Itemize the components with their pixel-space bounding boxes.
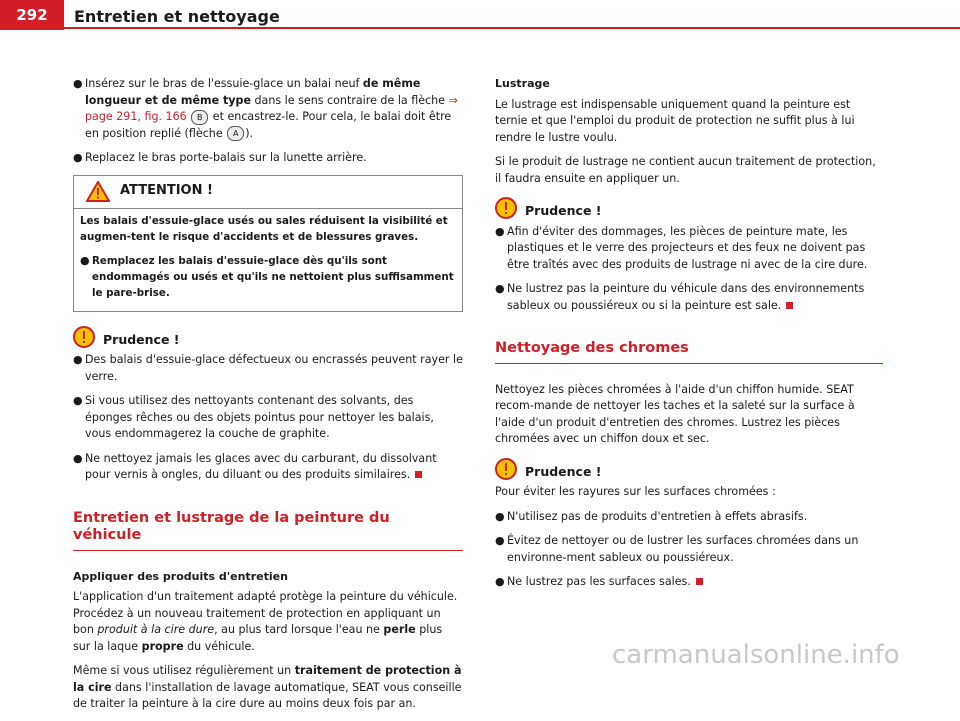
bullet-dot: ● xyxy=(80,253,90,267)
bullet-dot: ● xyxy=(73,353,83,366)
page-number: 292 xyxy=(0,0,64,30)
list-item: ● Afin d'éviter des dommages, les pièces de peinture mate, les plastiques et le verre des projecteurs et des feux ne doivent pas être traîtés avec des produits de lustrage ni avec de la cire dure. xyxy=(495,224,883,274)
list-item: ● N'utilisez pas de produits d'entretien à effets abrasifs. xyxy=(495,509,883,526)
paragraph: Nettoyez les pièces chromées à l'aide d'un chiffon humide. SEAT recom-mande de nettoyer les taches et la saleté sur la surface à l'aide d'un produit d'entretien des chromes. Lustrez les pièces chromées avec un chiffon doux et sec. xyxy=(495,382,855,445)
left-column xyxy=(73,76,463,721)
list-item: ● Replacez le bras porte-balais sur la lunette arrière. xyxy=(73,150,463,167)
list-item: ● Des balais d'essuie-glace défectueux ou encrassés peuvent rayer le verre. xyxy=(73,352,463,385)
caution-header xyxy=(495,197,883,220)
paragraph: Même si vous utilisez régulièrement un traitement de protection à la cire dans l'installation de lavage automatique, SEAT vous conseille de traiter la peinture à la cire dure au moins deux fois par an. xyxy=(73,664,462,710)
warning-title: ATTENTION ! xyxy=(120,183,213,199)
subheading: Appliquer des produits d'entretien xyxy=(73,569,288,583)
list-item: ● Remplacez les balais d'essuie-glace dès qu'ils sont endommagés ou usés et qu'ils ne nettoient plus suffisamment le pare-brise. xyxy=(80,253,454,299)
bullet-dot: ● xyxy=(73,451,83,465)
caution-exclamation-icon xyxy=(495,197,517,219)
section-end-marker xyxy=(786,302,793,309)
subheading: Lustrage xyxy=(495,77,550,90)
section-end-marker xyxy=(696,578,703,585)
caution-exclamation-icon xyxy=(73,326,95,348)
chapter-title: Entretien et nettoyage xyxy=(74,7,280,26)
list-item: ● Ne lustrez pas la peinture du véhicule dans des environnements sableux ou poussiéreux ou si la peinture est sale. xyxy=(495,281,883,314)
caution-exclamation-icon xyxy=(495,458,517,480)
bullet-dot: ● xyxy=(73,77,83,90)
bullet-dot: ● xyxy=(495,534,505,547)
paragraph: Le lustrage est indispensable uniquement quand la peinture est ternie et que l'emploi du produit de protection ne suffit plus à lui rendre le lustre voulu. xyxy=(495,97,855,144)
figure-tag-a: A xyxy=(227,126,244,141)
caution-header xyxy=(73,326,463,349)
bullet-dot: ● xyxy=(73,151,83,164)
list-item: ● Insérez sur le bras de l'essuie-glace un balai neuf de même longueur et de même type dans le sens contraire de la flèche ⇒ page 291, fig. 166 B et encastrez-le. Pour cela, le balai doit être en position replié (flèche A ). xyxy=(73,76,463,142)
bullet-dot: ● xyxy=(73,394,83,407)
caution-intro: Pour éviter les rayures sur les surfaces chromées : xyxy=(495,485,776,498)
bullet-dot: ● xyxy=(495,282,505,295)
caution-title: Prudence ! xyxy=(525,463,602,479)
section-heading xyxy=(495,340,883,364)
warning-text: Les balais d'essuie-glace usés ou sales réduisent la visibilité et augmen-tent le risque d'accidents et de blessures graves. xyxy=(80,214,448,243)
right-column xyxy=(495,76,883,599)
section-title: Nettoyage des chromes xyxy=(495,340,689,356)
warning-triangle-icon xyxy=(86,181,110,202)
section-title: Entretien et lustrage de la peinture du véhicule xyxy=(73,509,390,543)
caution-title: Prudence ! xyxy=(103,331,180,347)
paragraph: L'application d'un traitement adapté protège la peinture du véhicule. Procédez à un nouveau traitement de protection en appliquant un bon produit à la cire dure, au plus tard lorsque l'eau ne perle plus sur la laque propre du véhicule. xyxy=(73,590,458,653)
bullet-dot: ● xyxy=(495,224,505,238)
warning-box xyxy=(73,175,463,312)
paragraph: Si le produit de lustrage ne contient aucun traitement de protection, il faudra ensuite en appliquer un. xyxy=(495,155,876,185)
section-heading xyxy=(73,510,463,551)
watermark: carmanualsonline.info xyxy=(612,640,900,670)
caution-header xyxy=(495,458,883,481)
list-item: ● Ne nettoyez jamais les glaces avec du carburant, du dissolvant pour vernis à ongles, du diluant ou des produits similaires. xyxy=(73,451,463,484)
bullet-dot: ● xyxy=(495,509,505,523)
section-end-marker xyxy=(415,471,422,478)
figure-link[interactable]: ⇒ page 291, fig. 166 xyxy=(85,93,458,123)
caution-title: Prudence ! xyxy=(525,203,602,218)
figure-tag-b: B xyxy=(191,110,208,125)
warning-body xyxy=(74,209,462,311)
header-rule xyxy=(64,27,960,29)
list-item: ● Ne lustrez pas les surfaces sales. xyxy=(495,574,883,591)
list-item: ● Si vous utilisez des nettoyants contenant des solvants, des éponges rêches ou des objets pointus pour nettoyer les balais, vous endommagerez la couche de graphite. xyxy=(73,393,463,443)
bullet-dot: ● xyxy=(495,575,505,588)
list-item: ● Évitez de nettoyer ou de lustrer les surfaces chromées dans un environne-ment sableux ou poussiéreux. xyxy=(495,533,883,566)
warning-header xyxy=(74,176,462,209)
